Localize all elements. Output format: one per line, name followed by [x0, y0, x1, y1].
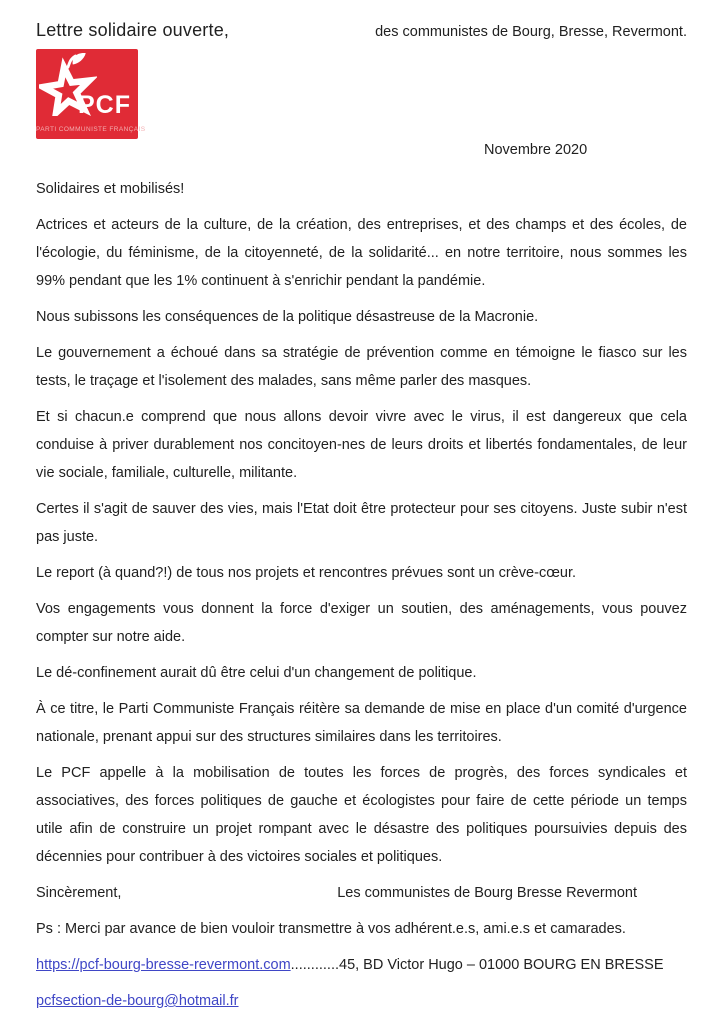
paragraph-1: Actrices et acteurs de la culture, de la création, des entreprises, et des champs et des écoles, de l'écologie, du féminisme, de la citoyenneté, de la solidarité... en notre territoire, nous sommes les 99% pendant que les 1% continuent à s'enrichir pendant la pandémie.: [36, 217, 687, 289]
page-title: Lettre solidaire ouverte,: [36, 20, 230, 40]
header: [36, 20, 687, 41]
paragraph-6: Le report (à quand?!) de tous nos projets et rencontres prévues sont un crève-cœur.: [36, 565, 577, 581]
dots-separator: ............: [290, 957, 339, 973]
signature-closing: Sincèrement,: [36, 885, 122, 901]
paragraph-4: Et si chacun.e comprend que nous allons devoir vivre avec le virus, il est dangereux que cela conduise à priver durablement nos concitoyen-nes de leurs droits et libertés fondamentales, de leur vie sociale, familiale, culturelle, militante.: [36, 409, 687, 481]
header-subtitle: des communistes de Bourg, Bresse, Revermont.: [375, 24, 687, 40]
signature-row: [36, 879, 687, 907]
postscript: Ps : Merci par avance de bien vouloir transmettre à vos adhérent.e.s, ami.e.s et camarades.: [36, 921, 626, 937]
paragraph-7: Vos engagements vous donnent la force d'exiger un soutien, des aménagements, vous pouvez compter sur notre aide.: [36, 601, 687, 645]
signature-author: Les communistes de Bourg Bresse Revermont: [337, 885, 637, 901]
email-line: [36, 987, 687, 1015]
logo-subtitle: PARTI COMMUNISTE FRANÇAIS: [36, 126, 146, 133]
paragraph-9: À ce titre, le Parti Communiste Français réitère sa demande de mise en place d'un comité d'urgence nationale, prenant appui sur des structures similaires dans les territoires.: [36, 701, 687, 745]
pcf-logo: [36, 49, 146, 139]
paragraph-5: Certes il s'agit de sauver des vies, mais l'Etat doit être protecteur pour ses citoyens. Juste subir n'est pas juste.: [36, 501, 687, 545]
contact-line: [36, 951, 687, 979]
letter-date: Novembre 2020: [484, 142, 588, 158]
paragraph-2: Nous subissons les conséquences de la politique désastreuse de la Macronie.: [36, 309, 539, 325]
paragraph-10: Le PCF appelle à la mobilisation de toutes les forces de progrès, des forces syndicales et associatives, des forces politiques de gauche et écologistes pour faire de cette période un temps utile afin de construire un projet rompant avec le désastre des politiques poursuivies depuis des décennies pour contribuer à des victoires sociales et politiques.: [36, 765, 687, 865]
postal-address: 45, BD Victor Hugo – 01000 BOURG EN BRESSE: [339, 957, 664, 973]
paragraph-3: Le gouvernement a échoué dans sa stratégie de prévention comme en témoigne le fiasco sur les tests, le traçage et l'isolement des malades, sans même parler des masques.: [36, 345, 687, 389]
salutation: Solidaires et mobilisés!: [36, 181, 185, 197]
paragraph-8: Le dé-confinement aurait dû être celui d'un changement de politique.: [36, 665, 477, 681]
email-link[interactable]: pcfsection-de-bourg@hotmail.fr: [36, 993, 239, 1009]
logo-acronym: PCF: [78, 91, 131, 119]
website-link[interactable]: https://pcf-bourg-bresse-revermont.com: [36, 957, 291, 973]
